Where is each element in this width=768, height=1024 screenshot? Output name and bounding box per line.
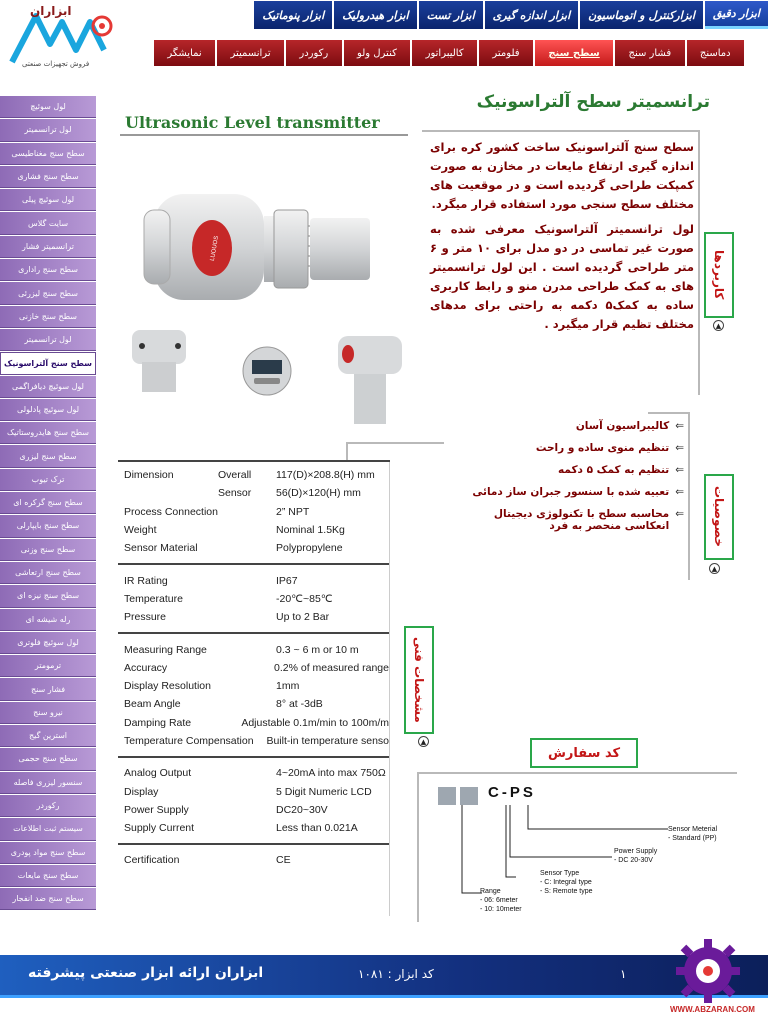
features-list xyxy=(472,420,684,532)
spec-value: 0.2% of measured range xyxy=(274,661,389,674)
spec-row xyxy=(124,640,389,658)
spec-row xyxy=(124,484,389,502)
spec-group xyxy=(118,460,389,565)
applications-text xyxy=(430,138,694,334)
spec-key: Weight xyxy=(124,524,157,537)
spec-key: Damping Rate xyxy=(124,716,192,729)
sidebar-item[interactable]: سطح سنج آلتراسونیک xyxy=(0,352,96,374)
product-front-image xyxy=(118,324,200,394)
spec-key: Dimension xyxy=(124,469,174,482)
order-power-supply xyxy=(614,847,657,865)
spec-value: CE xyxy=(276,854,291,867)
product-main-image xyxy=(124,186,380,314)
spec-key: Analog Output xyxy=(124,767,192,780)
spec-value: 4~20mA into max 750Ω xyxy=(276,767,386,780)
sidebar-item[interactable]: نیرو سنج xyxy=(0,702,96,724)
spec-value: Adjustable 0.1m/min to 100m/m xyxy=(241,716,389,729)
spec-row xyxy=(124,539,389,557)
feature-item xyxy=(472,486,684,498)
spec-group xyxy=(118,758,389,845)
spec-key: Sensor Material xyxy=(124,542,198,555)
feature-item xyxy=(472,464,684,476)
spec-key: Beam Angle xyxy=(124,698,181,711)
footer-bar xyxy=(0,955,768,995)
sidebar-item[interactable]: سطح سنج مواد پودری xyxy=(0,842,96,864)
spec-table xyxy=(118,460,390,916)
spec-key: Accuracy xyxy=(124,661,168,674)
footer-tool-code: کد ابزار : ۱۰۸۱ xyxy=(358,967,434,981)
sub-nav-item[interactable]: کنترل ولو xyxy=(344,40,411,66)
sub-nav-item[interactable]: رکوردر xyxy=(286,40,342,66)
spec-row xyxy=(124,732,389,750)
scroll-up-icon[interactable]: ▲ xyxy=(713,320,724,331)
spec-key: Power Supply xyxy=(124,803,189,816)
sidebar-item[interactable]: سطح سنج لیزری xyxy=(0,445,96,467)
feature-item xyxy=(472,442,684,454)
spec-key: Temperature xyxy=(124,592,183,605)
arrow-left-icon: ⇐ xyxy=(675,420,684,432)
sidebar-item[interactable]: لول ترانسمیتر xyxy=(0,329,96,351)
order-sensor-type-option-1: - C: Integral type xyxy=(540,879,592,886)
feature-text: تعبیه شده با سنسور جبران ساز دمائی xyxy=(472,486,670,498)
order-sensor-material-option: - Standard (PP) xyxy=(668,835,717,842)
order-power-option: - DC 20-30V xyxy=(614,857,653,864)
feature-text: تنظیم به کمک ۵ دکمه xyxy=(558,464,670,476)
spec-top-border xyxy=(118,460,390,462)
sidebar-item[interactable]: سطح سنج نیزه ای xyxy=(0,585,96,607)
spec-key: Display Resolution xyxy=(124,680,211,693)
feature-text: کالیبراسیون آسان xyxy=(575,420,670,432)
sub-nav-item[interactable]: دماسنج xyxy=(687,40,745,66)
scroll-up-icon[interactable]: ▲ xyxy=(418,736,429,747)
spec-value: 56(D)×120(H) mm xyxy=(276,487,361,500)
sidebar-item[interactable]: سطح سنج بایپارلی xyxy=(0,515,96,537)
sidebar-item[interactable]: لول ترانسمیتر xyxy=(0,119,96,141)
spec-row xyxy=(124,851,389,869)
scroll-up-icon[interactable]: ▲ xyxy=(709,563,720,574)
spec-subkey: Sensor xyxy=(218,487,252,500)
spec-value: Nominal 1.5Kg xyxy=(276,524,345,537)
spec-value: Up to 2 Bar xyxy=(276,611,330,624)
sidebar-item[interactable]: سطح سنج لیزرئی xyxy=(0,282,96,304)
sidebar-item[interactable]: لول سوئیچ پیلی xyxy=(0,189,96,211)
spec-row xyxy=(124,521,389,539)
feature-text: تنظیم منوی ساده و راحت xyxy=(535,442,670,454)
sidebar-item[interactable]: لول سوئیچ xyxy=(0,96,96,118)
spec-key: Process Connection xyxy=(124,505,218,518)
spec-subkey: Overall xyxy=(218,469,252,482)
order-range-title: Range xyxy=(480,888,501,895)
gear-icon xyxy=(668,935,748,1015)
order-code-label: کد سفارش xyxy=(547,745,621,761)
spec-key: Temperature Compensation xyxy=(124,735,254,747)
sub-nav-item[interactable]: فلومتر xyxy=(479,40,533,66)
top-nav-item[interactable]: ابزار دقیق xyxy=(705,1,768,29)
sub-nav-item[interactable]: نمایشگر xyxy=(154,40,215,66)
title-divider xyxy=(120,134,408,136)
spec-row xyxy=(124,659,389,677)
sidebar-item[interactable]: سطح سنج حجمی xyxy=(0,748,96,770)
spec-value: 5 Digit Numeric LCD xyxy=(276,785,372,798)
spec-row xyxy=(124,819,389,837)
spec-value: IP67 xyxy=(276,574,298,587)
order-code-diagram xyxy=(432,781,730,916)
feature-item xyxy=(472,508,684,532)
gear-logo[interactable] xyxy=(668,935,755,1015)
sidebar-item[interactable]: ترک تیوب xyxy=(0,469,96,491)
footer-website[interactable]: WWW.ABZARAN.COM xyxy=(670,1005,755,1014)
order-code-tab[interactable] xyxy=(530,738,638,768)
top-nav-item[interactable]: ابزار اندازه گیری xyxy=(485,1,578,29)
spec-row xyxy=(124,466,389,484)
spec-row xyxy=(124,695,389,713)
sidebar-item[interactable]: سطح سنج مایعات xyxy=(0,865,96,887)
sidebar-item[interactable]: رکوردر xyxy=(0,795,96,817)
spec-value: Built-in temperature senso xyxy=(266,735,389,747)
order-sensor-material-title: Sensor Meterial xyxy=(668,826,718,833)
sub-nav-item[interactable]: سطح سنج xyxy=(535,40,613,66)
sidebar-item[interactable]: سطح سنج گرکره ای xyxy=(0,492,96,514)
applications-tab[interactable]: کاربردها xyxy=(704,232,734,318)
sidebar-item[interactable]: لول سوئیچ فلوتری xyxy=(0,632,96,654)
top-nav-item[interactable]: ابزار هیدرولیک xyxy=(334,1,416,29)
sidebar-item[interactable]: لول سوئیچ دیافراگمی xyxy=(0,376,96,398)
company-logo[interactable] xyxy=(2,4,124,72)
spec-row xyxy=(124,503,389,521)
spec-value: -20℃~85℃ xyxy=(276,592,333,605)
product-brand-label: LUOUOS xyxy=(209,235,221,262)
logo-text: ابزاران xyxy=(30,4,72,18)
sidebar-item[interactable]: سطح سنج ضد انفجار xyxy=(0,888,96,910)
sub-nav-item[interactable]: کالیبراتور xyxy=(412,40,477,66)
spec-row xyxy=(124,764,389,782)
top-nav-item[interactable]: ابزارکنترل و اتوماسیون xyxy=(580,1,703,29)
sidebar-item[interactable]: سطح سنج وزنی xyxy=(0,539,96,561)
spec-value: 0.3 ~ 6 m or 10 m xyxy=(276,643,359,656)
footer-accent-line xyxy=(0,995,768,998)
arrow-left-icon: ⇐ xyxy=(675,442,684,454)
spec-value: 117(D)×208.8(H) mm xyxy=(276,469,375,482)
sidebar-item[interactable]: سنسور لیزری فاصله xyxy=(0,772,96,794)
logo-subtitle: فروش تجهیزات صنعتی xyxy=(22,60,90,68)
spec-value: DC20~30V xyxy=(276,803,328,816)
feature-text: محاسبه سطح با تکنولوژی دیجیتال انعکاسی منحصر به فرد xyxy=(493,508,670,532)
spec-value: 1mm xyxy=(276,680,300,693)
spec-row xyxy=(124,801,389,819)
sidebar-item[interactable]: ترانسمیتر فشار xyxy=(0,236,96,258)
spec-group xyxy=(118,634,389,758)
applications-paragraph-1: سطح سنج آلتراسونیک ساخت کشور کره برای اندازه گیری ارتفاع مایعات در مخازن به صورت کمپکت طراحی گردیده است و در موقعیت های مختلف سطح سنجی مورد استفاده قرار میگرد. xyxy=(430,140,694,211)
footer-company: ابزاران ارائه ابزار صنعتی پیشرفته xyxy=(28,965,264,981)
page-title-fa: ترانسمیتر سطح آلتراسونیک xyxy=(476,92,710,112)
sidebar-item[interactable]: سطح سنج فشاری xyxy=(0,166,96,188)
tech-spec-tab[interactable]: مشخصات فنی xyxy=(404,626,434,734)
order-sensor-material xyxy=(668,825,717,843)
spec-row xyxy=(124,714,389,732)
spec-value: 2” NPT xyxy=(276,505,310,518)
order-range xyxy=(480,887,522,914)
product-display-image xyxy=(228,344,306,398)
sidebar xyxy=(0,96,96,932)
footer-page-number: ۱ xyxy=(620,967,627,981)
spec-key: Pressure xyxy=(124,611,167,624)
page-title-en: Ultrasonic Level transmitter xyxy=(125,113,380,132)
spec-key: Certification xyxy=(124,854,180,867)
top-nav xyxy=(128,0,768,31)
sidebar-item[interactable]: سایت گلاس xyxy=(0,212,96,234)
order-sensor-type-option-2: - S: Remote type xyxy=(540,888,593,895)
sub-nav-item[interactable]: فشار سنج xyxy=(615,40,684,66)
top-nav-item[interactable]: ابزار پنوماتیک xyxy=(254,1,332,29)
order-sensor-type-title: Sensor Type xyxy=(540,870,580,877)
sidebar-item[interactable]: سطح سنج ارتعاشی xyxy=(0,562,96,584)
order-sensor-type xyxy=(540,869,593,896)
spec-group xyxy=(118,845,389,875)
spec-row xyxy=(124,782,389,800)
spec-row xyxy=(124,677,389,695)
order-range-option-2: - 10: 10meter xyxy=(480,906,522,913)
sub-nav-item[interactable]: ترانسمیتر xyxy=(217,40,284,66)
sidebar-item[interactable]: سیستم ثبت اطلاعات xyxy=(0,818,96,840)
sidebar-item[interactable]: ترمومتر xyxy=(0,655,96,677)
applications-paragraph-2: لول ترانسمیتر آلتراسونیک معرفی شده به صورت غیر تماسی در دو مدل برای ۱۰ متر و ۶ متر طراحی گردیده است . این لول ترانسمیتر های به کمک طراحی مدرن منو و رابط کاربری ساده به کمک۵ دکمه به راحتی برای مدهای مختلف تظیم قرار میگیرد . xyxy=(430,222,694,331)
arrow-left-icon: ⇐ xyxy=(675,486,684,498)
spec-key: Display xyxy=(124,785,159,798)
spec-value: 8° at -3dB xyxy=(276,698,323,711)
arrow-left-icon: ⇐ xyxy=(675,508,684,520)
order-power-title: Power Supply xyxy=(614,848,658,855)
sidebar-item[interactable]: استرین گیج xyxy=(0,725,96,747)
spec-row xyxy=(124,590,389,608)
product-side-image xyxy=(330,330,410,428)
spec-key: Supply Current xyxy=(124,822,195,835)
sidebar-item[interactable]: سطح سنج خازنی xyxy=(0,306,96,328)
sub-nav xyxy=(154,40,744,66)
spec-value: Less than 0.021A xyxy=(276,822,358,835)
sidebar-item[interactable]: سطح سنج مغناطیسی xyxy=(0,143,96,165)
sidebar-item[interactable]: سطح سنج راداری xyxy=(0,259,96,281)
spec-key: IR Rating xyxy=(124,574,168,587)
spec-row xyxy=(124,571,389,589)
sidebar-item[interactable]: لول سوئیچ پادلولی xyxy=(0,399,96,421)
features-tab[interactable]: خصوصیات xyxy=(704,474,734,560)
sidebar-item[interactable]: فشار سنج xyxy=(0,678,96,700)
feature-item xyxy=(472,420,684,432)
spec-row xyxy=(124,608,389,626)
order-code-value: C-PS xyxy=(488,784,536,801)
top-nav-item[interactable]: ابزار تست xyxy=(419,1,483,29)
sidebar-item[interactable]: رله شیشه ای xyxy=(0,609,96,631)
order-range-option-1: - 06: 6meter xyxy=(480,897,518,904)
spec-value: Polypropylene xyxy=(276,542,343,555)
arrow-left-icon: ⇐ xyxy=(675,464,684,476)
spec-group xyxy=(118,565,389,634)
spec-key: Measuring Range xyxy=(124,643,207,656)
sidebar-item[interactable]: سطح سنج هایدروستاتیک xyxy=(0,422,96,444)
